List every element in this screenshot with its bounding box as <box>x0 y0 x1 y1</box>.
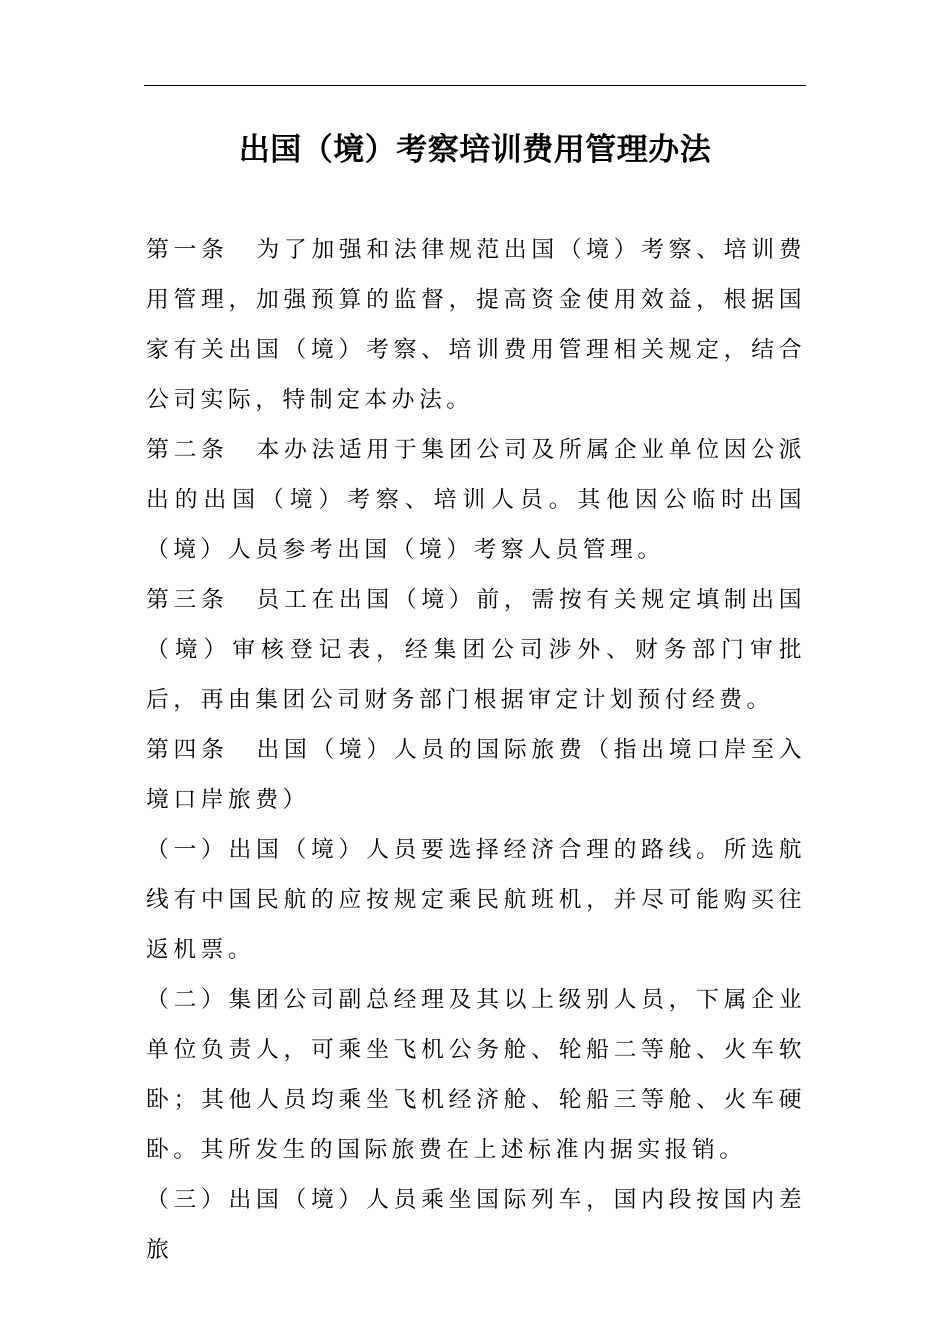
article-4-text: 出国（境）人员的国际旅费（指出境口岸至入境口岸旅费） <box>146 737 807 813</box>
article-1-text: 为了加强和法律规范出国（境）考察、培训费用管理，加强预算的监督，提高资金使用效益，根据国家有关出国（境）考察、培训费用管理相关规定，结合公司实际，特制定本办法。 <box>146 237 807 413</box>
article-4 <box>146 725 806 825</box>
article-2-number: 第二条 <box>146 437 229 463</box>
article-3-text: 员工在出国（境）前，需按有关规定填制出国（境）审核登记表，经集团公司涉外、财务部门审批后，再由集团公司财务部门根据审定计划预付经费。 <box>146 587 807 713</box>
item-3: （三）出国（境）人员乘坐国际列车，国内段按国内差旅 <box>146 1187 806 1263</box>
header-rule <box>144 85 806 86</box>
article-2 <box>146 425 806 575</box>
item-1: （一）出国（境）人员要选择经济合理的路线。所选航线有中国民航的应按规定乘民航班机，并尽可能购买往返机票。 <box>146 837 806 963</box>
article-2-text: 本办法适用于集团公司及所属企业单位因公派出的出国（境）考察、培训人员。其他因公临时出国（境）人员参考出国（境）考察人员管理。 <box>146 437 807 563</box>
article-4-number: 第四条 <box>146 737 229 763</box>
item-2: （二）集团公司副总经理及其以上级别人员，下属企业单位负责人，可乘坐飞机公务舱、轮船二等舱、火车软卧；其他人员均乘坐飞机经济舱、轮船三等舱、火车硬卧。其所发生的国际旅费在上述标准内据实报销。 <box>146 987 806 1163</box>
article-1-number: 第一条 <box>146 237 229 263</box>
document-title: 出国（境）考察培训费用管理办法 <box>238 132 712 168</box>
article-1 <box>146 225 806 425</box>
article-3 <box>146 575 806 725</box>
article-3-number: 第三条 <box>146 587 229 613</box>
document-body <box>146 225 806 1275</box>
